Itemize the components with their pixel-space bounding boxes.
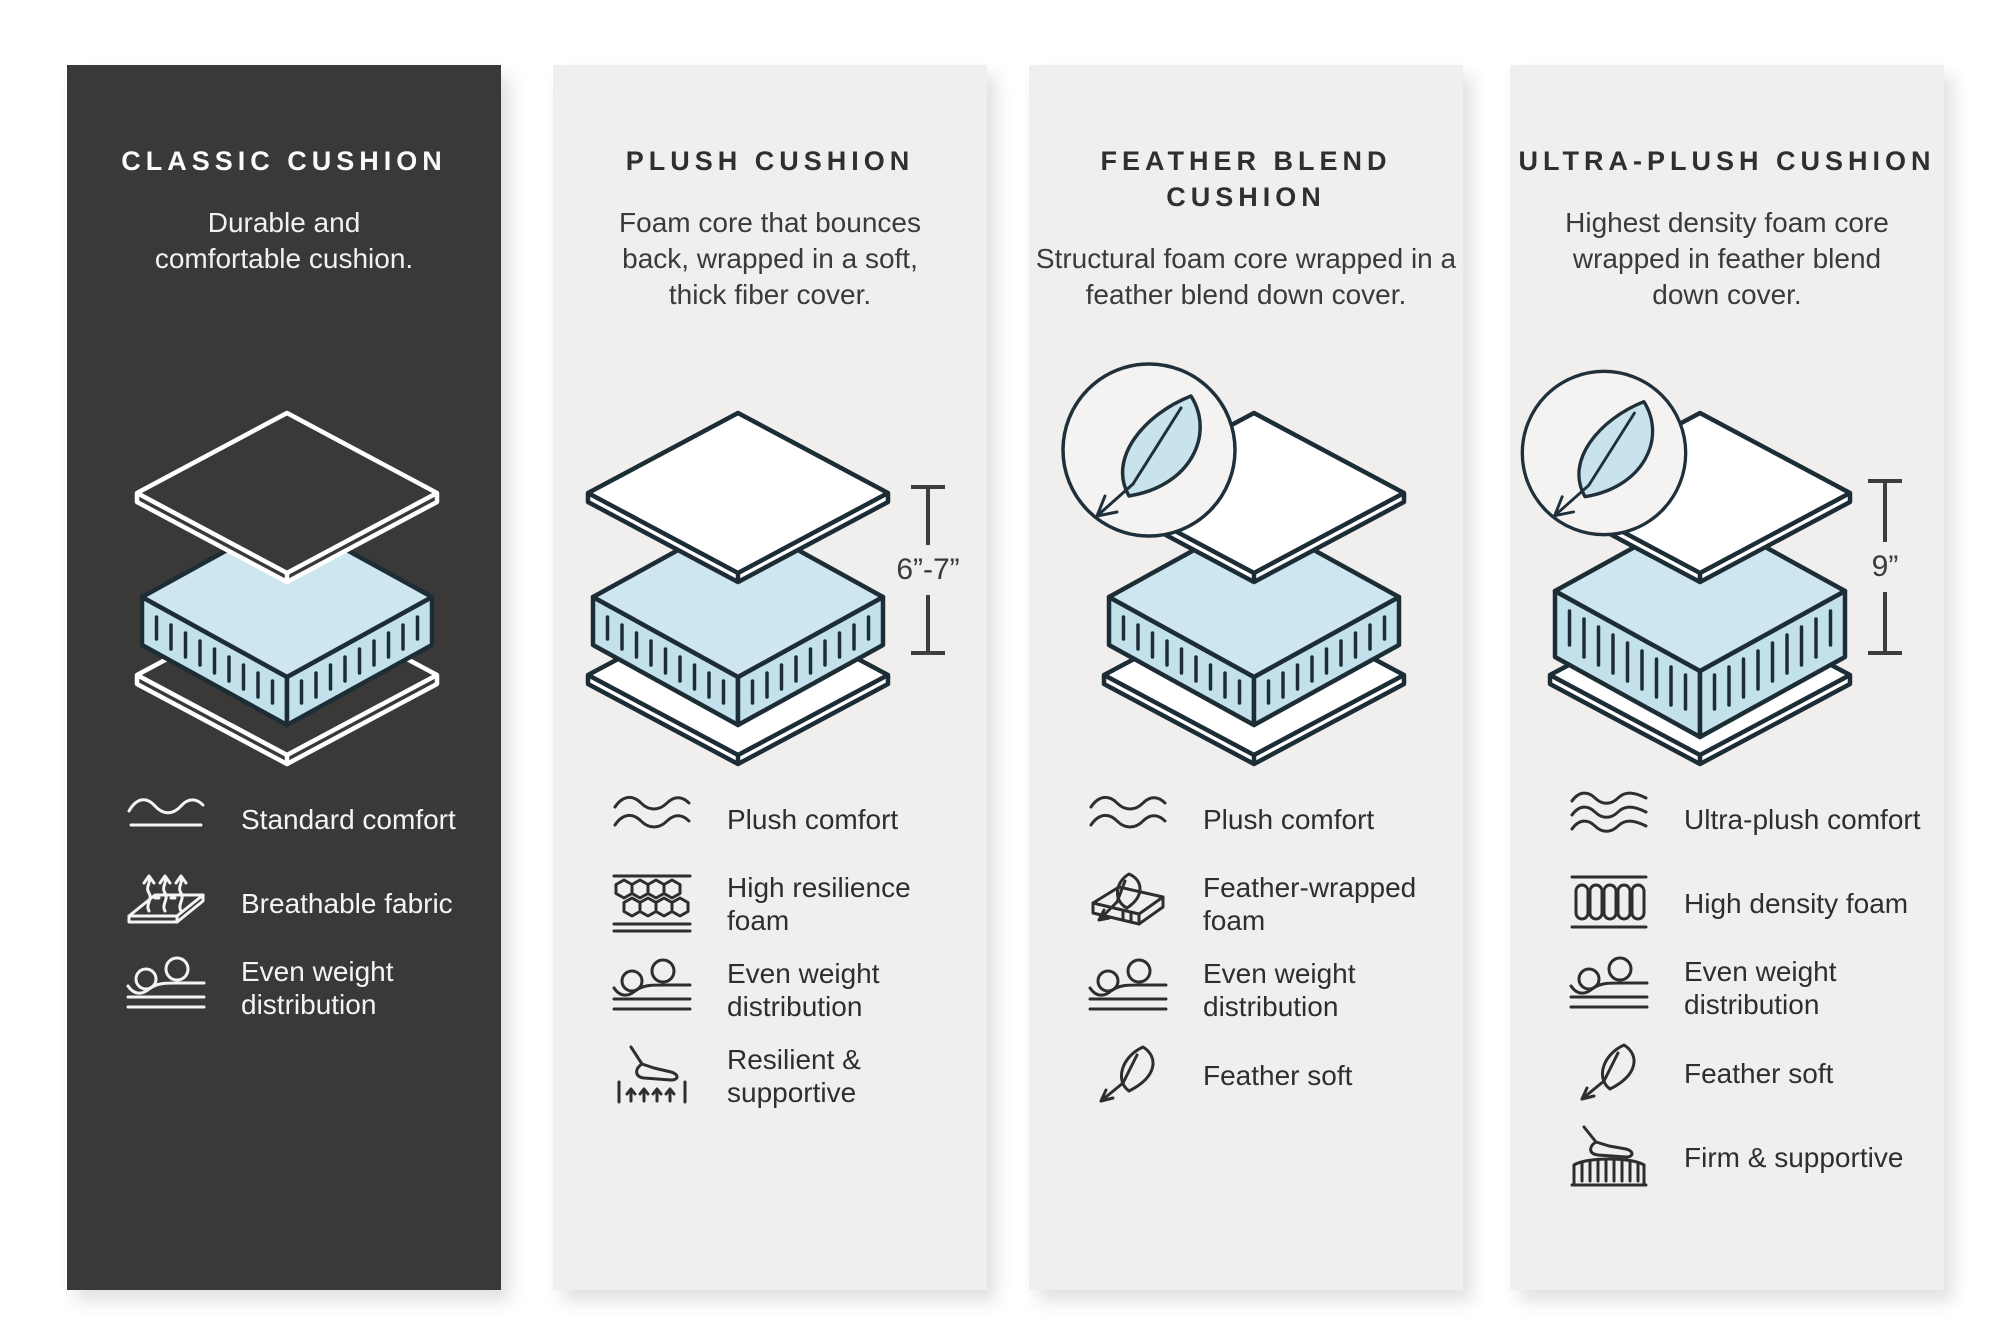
- list-item: [125, 955, 493, 1021]
- top-layer: [137, 413, 437, 582]
- panel-description: Foam core that bounces back, wrapped in a soft, thick fiber cover.: [619, 207, 921, 310]
- feature-label: Even weight distribution: [241, 956, 394, 1020]
- high-density-foam-icon: [1568, 871, 1650, 935]
- list-item: [1087, 871, 1455, 937]
- panel-title: ULTRA-PLUSH CUSHION: [1518, 146, 1936, 176]
- feather-badge: [1522, 371, 1685, 534]
- feature-label: Even weight distribution: [727, 958, 880, 1022]
- resilient-supportive-icon: [611, 1044, 693, 1108]
- exploded-cushion-diagram: [568, 405, 908, 765]
- panel-plush-cushion: [553, 65, 987, 1290]
- panel-description: Highest density foam core wrapped in feather blend down cover.: [1565, 207, 1889, 310]
- feature-label: High resilience foam: [727, 872, 911, 936]
- exploded-cushion-diagram: [117, 405, 457, 765]
- exploded-cushion-diagram: [1084, 405, 1424, 765]
- weight-distribution-icon: [125, 956, 207, 1020]
- double-wave-icon: [611, 787, 693, 851]
- feature-list: [1087, 787, 1455, 1127]
- list-item: [611, 957, 979, 1023]
- height-dimension: [1862, 479, 1908, 655]
- panel-title: FEATHER BLEND CUSHION: [1100, 146, 1392, 212]
- feature-label: Standard comfort: [241, 803, 456, 835]
- feather-icon: [1087, 1043, 1169, 1107]
- list-item: [1568, 871, 1936, 935]
- feature-label: Even weight distribution: [1684, 956, 1837, 1020]
- feature-label: Feather-wrapped foam: [1203, 872, 1417, 936]
- panel-feather-blend-cushion: [1029, 65, 1463, 1290]
- weight-distribution-icon: [1087, 958, 1169, 1022]
- feather-badge: [1063, 364, 1235, 536]
- dimension-line: [926, 489, 930, 545]
- panel-description: Structural foam core wrapped in a feather blend down cover.: [1035, 243, 1457, 310]
- feature-label: Plush comfort: [1203, 803, 1375, 835]
- feature-label: Ultra-plush comfort: [1684, 803, 1921, 835]
- top-layer: [588, 413, 888, 582]
- list-item: [1087, 1043, 1455, 1107]
- dimension-label: 9”: [1871, 550, 1899, 583]
- feature-label: Feather soft: [1203, 1059, 1353, 1091]
- feature-label: Feather soft: [1684, 1057, 1834, 1089]
- feature-label: Breathable fabric: [241, 887, 453, 919]
- list-item: [1568, 1041, 1936, 1105]
- feature-list: [611, 787, 979, 1129]
- triple-wave-icon: [1568, 787, 1650, 851]
- firm-supportive-icon: [1568, 1125, 1650, 1189]
- feature-label: Plush comfort: [727, 803, 899, 835]
- panel-title: PLUSH CUSHION: [625, 146, 915, 176]
- dimension-bottom-cap: [1868, 651, 1902, 655]
- wave-icon: [125, 787, 207, 851]
- list-item: [611, 1043, 979, 1109]
- feature-label: Even weight distribution: [1203, 958, 1356, 1022]
- list-item: [125, 787, 493, 851]
- list-item: [1087, 787, 1455, 851]
- feather-icon: [1568, 1041, 1650, 1105]
- dimension-line: [926, 595, 930, 651]
- honeycomb-foam-icon: [611, 872, 693, 936]
- dimension-line: [1883, 483, 1887, 542]
- feature-label: Resilient & supportive: [727, 1044, 861, 1108]
- list-item: [1087, 957, 1455, 1023]
- feature-label: High density foam: [1684, 887, 1909, 919]
- height-dimension: [896, 485, 960, 655]
- double-wave-icon: [1087, 787, 1169, 851]
- dimension-line: [1883, 592, 1887, 651]
- list-item: [1568, 1125, 1936, 1189]
- weight-distribution-icon: [1568, 956, 1650, 1020]
- list-item: [611, 787, 979, 851]
- feather-wrapped-foam-icon: [1087, 872, 1169, 936]
- feature-list: [125, 787, 493, 1041]
- panel-classic-cushion: [67, 65, 501, 1290]
- feature-label: Firm & supportive: [1684, 1141, 1904, 1173]
- dimension-bottom-cap: [911, 651, 945, 655]
- panel-ultra-plush-cushion: [1510, 65, 1944, 1290]
- exploded-cushion-diagram: [1530, 405, 1870, 765]
- weight-distribution-icon: [611, 958, 693, 1022]
- list-item: [611, 871, 979, 937]
- list-item: [125, 871, 493, 935]
- dimension-label: 6”-7”: [896, 553, 960, 586]
- feature-list: [1568, 787, 1936, 1209]
- list-item: [1568, 955, 1936, 1021]
- list-item: [1568, 787, 1936, 851]
- breathable-fabric-icon: [125, 871, 207, 935]
- panel-description: Durable and comfortable cushion.: [154, 207, 414, 274]
- panel-title: CLASSIC CUSHION: [121, 146, 447, 176]
